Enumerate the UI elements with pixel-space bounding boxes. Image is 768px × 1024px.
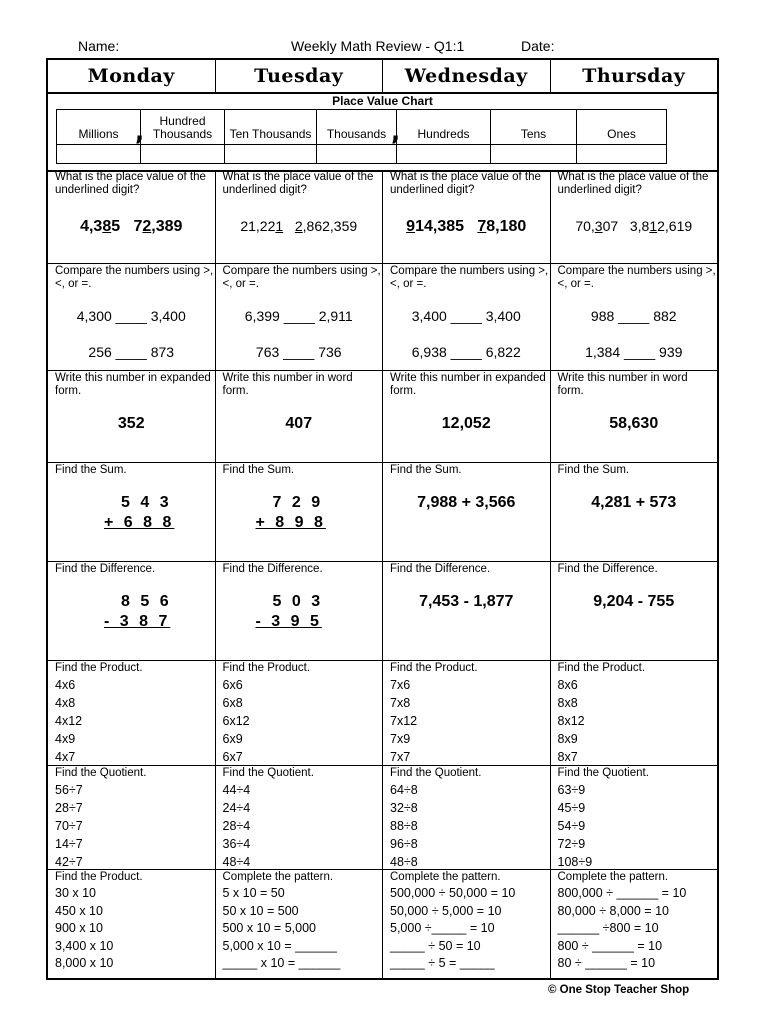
quotient-row xyxy=(48,766,717,870)
sum-cell: Find the Sum. 5 4 3 + 6 8 8 xyxy=(48,463,216,561)
compare-row xyxy=(48,264,717,371)
copyright-footer: © One Stop Teacher Shop xyxy=(548,984,690,996)
pv-col-hundreds: Hundreds xyxy=(397,110,491,144)
number-form-row xyxy=(48,371,717,463)
place-value-cell xyxy=(383,170,551,263)
pattern-cell: Complete the pattern. 800,000 ÷ ______ = 10 80,000 ÷ 8,000 = 10 ______ ÷800 = 10 800 ÷ ______ = 10 80 ÷ ______ = 10 xyxy=(557,871,687,970)
compare-cell: Compare the numbers using >, <, or =. 4,300 ____ 3,400 256 ____ 873 xyxy=(48,264,216,370)
prompt: What is the place value of the underlined digit? xyxy=(55,171,206,196)
worksheet-header xyxy=(0,38,768,56)
difference-cell: Find the Difference. 8 5 6 - 3 8 7 xyxy=(48,562,216,660)
name-label: Name: xyxy=(78,38,120,54)
underlined-numbers: 4,385 72,389 xyxy=(80,218,183,235)
date-label: Date: xyxy=(521,38,555,54)
sum-cell: Find the Sum. 7,988 + 3,566 xyxy=(383,463,551,561)
number-form-cell: Write this number in word form. 58,630 xyxy=(557,372,688,432)
prompt: What is the place value of the underlined digit? xyxy=(222,171,374,196)
difference-cell: Find the Difference. 7,453 - 1,877 xyxy=(383,562,551,660)
pv-col-millions: Millions xyxy=(57,110,141,144)
pattern-cell: Complete the pattern. 500,000 ÷ 50,000 = 10 50,000 ÷ 5,000 = 10 5,000 ÷_____ = 10 _____ ÷ 50 = 10 _____ ÷ 5 = _____ xyxy=(383,870,551,978)
day-wednesday: Wednesday xyxy=(383,60,551,92)
worksheet xyxy=(46,58,719,980)
pattern-cell: Find the Product. 30 x 10 450 x 10 900 x 10 3,400 x 10 8,000 x 10 xyxy=(48,870,216,978)
period-comma-icon: , xyxy=(135,118,145,146)
vertical-addition: 7 2 9 + 8 9 8 xyxy=(255,494,326,531)
compare-cell: Compare the numbers using >, <, or =. 3,400 ____ 3,400 6,938 ____ 6,822 xyxy=(383,264,551,370)
underlined-numbers: 914,385 78,180 xyxy=(406,218,527,235)
pv-blank-cell xyxy=(491,144,577,164)
worksheet-title: Weekly Math Review - Q1:1 xyxy=(291,38,465,54)
pv-col-ten-thousands: Ten Thousands xyxy=(225,110,317,144)
period-comma-icon: , xyxy=(391,118,401,146)
place-value-title: Place Value Chart xyxy=(332,94,433,108)
place-value-cell xyxy=(48,170,216,263)
day-monday: Monday xyxy=(48,60,216,92)
compare-cell: Compare the numbers using >, <, or =. 988 ____ 882 1,384 ____ 939 xyxy=(557,265,716,360)
pv-col-ones: Ones xyxy=(607,127,636,141)
quotient-cell: Find the Quotient. 56÷7 28÷7 70÷7 14÷7 42÷7 xyxy=(48,766,216,869)
place-value-row xyxy=(48,170,717,264)
difference-cell: Find the Difference. 9,204 - 755 xyxy=(557,563,675,610)
quotient-cell: Find the Quotient. 44÷4 24÷4 28÷4 36÷4 48÷4 xyxy=(216,766,384,869)
number-form-cell: Write this number in expanded form. 352 xyxy=(48,371,216,462)
sum-cell: Find the Sum. 7 2 9 + 8 9 8 xyxy=(216,463,384,561)
pv-blank-cell xyxy=(397,144,491,164)
pv-col-tens: Tens xyxy=(491,110,577,144)
pv-blank-cell xyxy=(317,144,397,164)
difference-row xyxy=(48,562,717,661)
place-value-chart xyxy=(48,92,717,172)
place-value-table xyxy=(56,109,667,164)
pv-col-thousands: Thousands xyxy=(317,110,397,144)
pv-col-hundred-thousands: Hundred Thousands xyxy=(141,110,225,144)
product-cell: Find the Product. 8x6 8x8 8x12 8x9 8x7 xyxy=(557,662,646,764)
place-value-cell xyxy=(551,170,718,263)
pv-blank-cell xyxy=(225,144,317,164)
vertical-subtraction: 5 0 3 - 3 9 5 xyxy=(255,593,324,630)
product-cell: Find the Product. 7x6 7x8 7x12 7x9 7x7 xyxy=(383,661,551,765)
difference-cell: Find the Difference. 5 0 3 - 3 9 5 xyxy=(216,562,384,660)
prompt: What is the place value of the underlined digit? xyxy=(390,171,541,196)
pv-blank-cell xyxy=(577,144,666,164)
sum-row xyxy=(48,463,717,562)
sum-cell: Find the Sum. 4,281 + 573 xyxy=(557,464,677,511)
day-header-row xyxy=(48,60,717,94)
prompt: What is the place value of the underlined digit? xyxy=(557,171,709,196)
pattern-row xyxy=(48,870,717,978)
compare-cell: Compare the numbers using >, <, or =. 6,399 ____ 2,911 763 ____ 736 xyxy=(216,264,384,370)
underlined-numbers: 21,221 2,862,359 xyxy=(240,218,358,234)
vertical-addition: 5 4 3 + 6 8 8 xyxy=(104,494,175,531)
pv-blank-cell xyxy=(57,144,141,164)
quotient-cell: Find the Quotient. 63÷9 45÷9 54÷9 72÷9 108÷9 xyxy=(557,767,649,869)
day-tuesday: Tuesday xyxy=(216,60,384,92)
pattern-cell: Complete the pattern. 5 x 10 = 50 50 x 10 = 500 500 x 10 = 5,000 5,000 x 10 = ______ _____ x 10 = ______ xyxy=(216,870,384,978)
vertical-subtraction: 8 5 6 - 3 8 7 xyxy=(104,593,172,630)
place-value-cell xyxy=(216,170,384,263)
pv-blank-cell xyxy=(141,144,225,164)
day-thursday: Thursday xyxy=(582,65,686,87)
number-form-cell: Write this number in word form. 407 xyxy=(216,371,384,462)
number-form-cell: Write this number in expanded form. 12,052 xyxy=(383,371,551,462)
product-row xyxy=(48,661,717,766)
quotient-cell: Find the Quotient. 64÷8 32÷8 88÷8 96÷8 48÷8 xyxy=(383,766,551,869)
product-cell: Find the Product. 6x6 6x8 6x12 6x9 6x7 xyxy=(216,661,384,765)
product-cell: Find the Product. 4x6 4x8 4x12 4x9 4x7 xyxy=(48,661,216,765)
underlined-numbers: 70,307 3,812,619 xyxy=(575,218,693,234)
